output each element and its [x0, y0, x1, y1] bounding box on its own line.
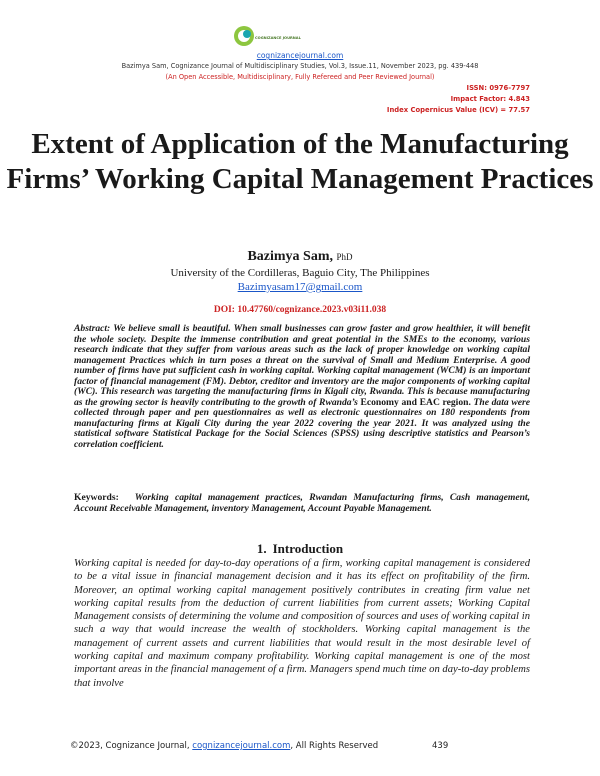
- index-copernicus-value: Index Copernicus Value (ICV) = 77.57: [386, 106, 530, 114]
- section-number: 1.: [256, 541, 267, 556]
- keywords-label: Keywords:: [74, 492, 119, 503]
- section-title: Introduction: [272, 541, 344, 556]
- journal-logo: [232, 22, 301, 52]
- doi[interactable]: DOI: 10.47760/cognizance.2023.v03i11.038: [213, 305, 387, 315]
- page-number: 439: [432, 741, 449, 751]
- copyright-suffix: , All Rights Reserved: [290, 741, 379, 751]
- author: [0, 249, 600, 265]
- author-email-link[interactable]: Bazimyasam17@gmail.com: [237, 281, 363, 293]
- open-access-note: (An Open Accessible, Multidisciplinary, Fully Refereed and Peer Reviewed Journal): [165, 73, 435, 81]
- author-degree: PhD: [336, 252, 353, 262]
- footer-site-link[interactable]: cognizancejournal.com: [192, 741, 291, 751]
- section-heading: [0, 541, 600, 557]
- introduction-text: Working capital is needed for day-to-day operations of a firm, working capital management is considered to be a vital issue in financial management decision and it has its effect on profitability of the firm. Moreover, an optimal working capital management positively contributes in creating firm value net working capital results from the deduction of current liabilities from current assets; Working Capital Management consists of determining the volume and composition of sources and uses of working capital in such a way that would increase the wealth of stockholders. Working capital management is the management of current assets and current liabilities that would result in the most desirable level of working capital and maximum company profitability. Working capital management is one of the most important areas in the financial management of a firm. Managers spend much time on day-to-day problems that involve: [74, 558, 530, 689]
- footer-copyright: [70, 741, 378, 751]
- copyright-prefix: ©2023, Cognizance Journal,: [70, 741, 190, 751]
- keywords-text: Working capital management practices, Rwandan Manufacturing firms, Cash management, Account Receivable Management, inventory Management, Account Payable Management.: [74, 492, 530, 514]
- abstract-part-3: The data were collected through paper and pen questionnaires as well as electronic questionnaires on 180 respondents from manufacturing firms at Kigali City during the year 2022 covering the year 2021. It was analyzed using the statistical software Statistical Package for the Social Sciences (SPSS) using descriptive statistics and Pearson’s correlation coefficient.: [74, 396, 530, 451]
- paper-title: Extent of Application of the Manufacturing Firms’ Working Capital Management Practices: [6, 128, 594, 195]
- site-link[interactable]: cognizancejournal.com: [256, 51, 344, 60]
- impact-factor: Impact Factor: 4.843: [450, 95, 530, 103]
- author-name: Bazimya Sam,: [247, 249, 334, 264]
- keywords: [74, 493, 530, 514]
- abstract-part-2: Economy and EAC region.: [360, 396, 471, 408]
- logo-text: COGNIZANCE JOURNAL: [255, 36, 301, 40]
- abstract-part-1: Abstract: We believe small is beautiful. When small businesses can grow faster and grow healthier, it will benefit the whole society. Despite the immense contribution and great potential in the SMEs to the economy, various research indicate that they suffer from various areas such as the lack of proper knowledge on working capital management Practices which in turn poses a threat on the survival of Small and Medium Enterprise. A good number of firms have put sufficient cash in working capital. Working capital management (WCM) is an important factor of financial management (FM). Debtor, creditor and inventory are the major components of working capital (WC). This research was targeting the manufacturing firms in Kigali city, Rwanda. This is because manufacturing as the growing sector is heavily contributing to the growth of Rwanda’s: [74, 323, 530, 408]
- issn: ISSN: 0976-7797: [466, 84, 530, 92]
- affiliation: University of the Cordilleras, Baguio City, The Philippines: [170, 267, 430, 279]
- abstract: [74, 324, 530, 451]
- citation-line: Bazimya Sam, Cognizance Journal of Multidisciplinary Studies, Vol.3, Issue.11, November 2023, pg. 439-448: [121, 62, 479, 70]
